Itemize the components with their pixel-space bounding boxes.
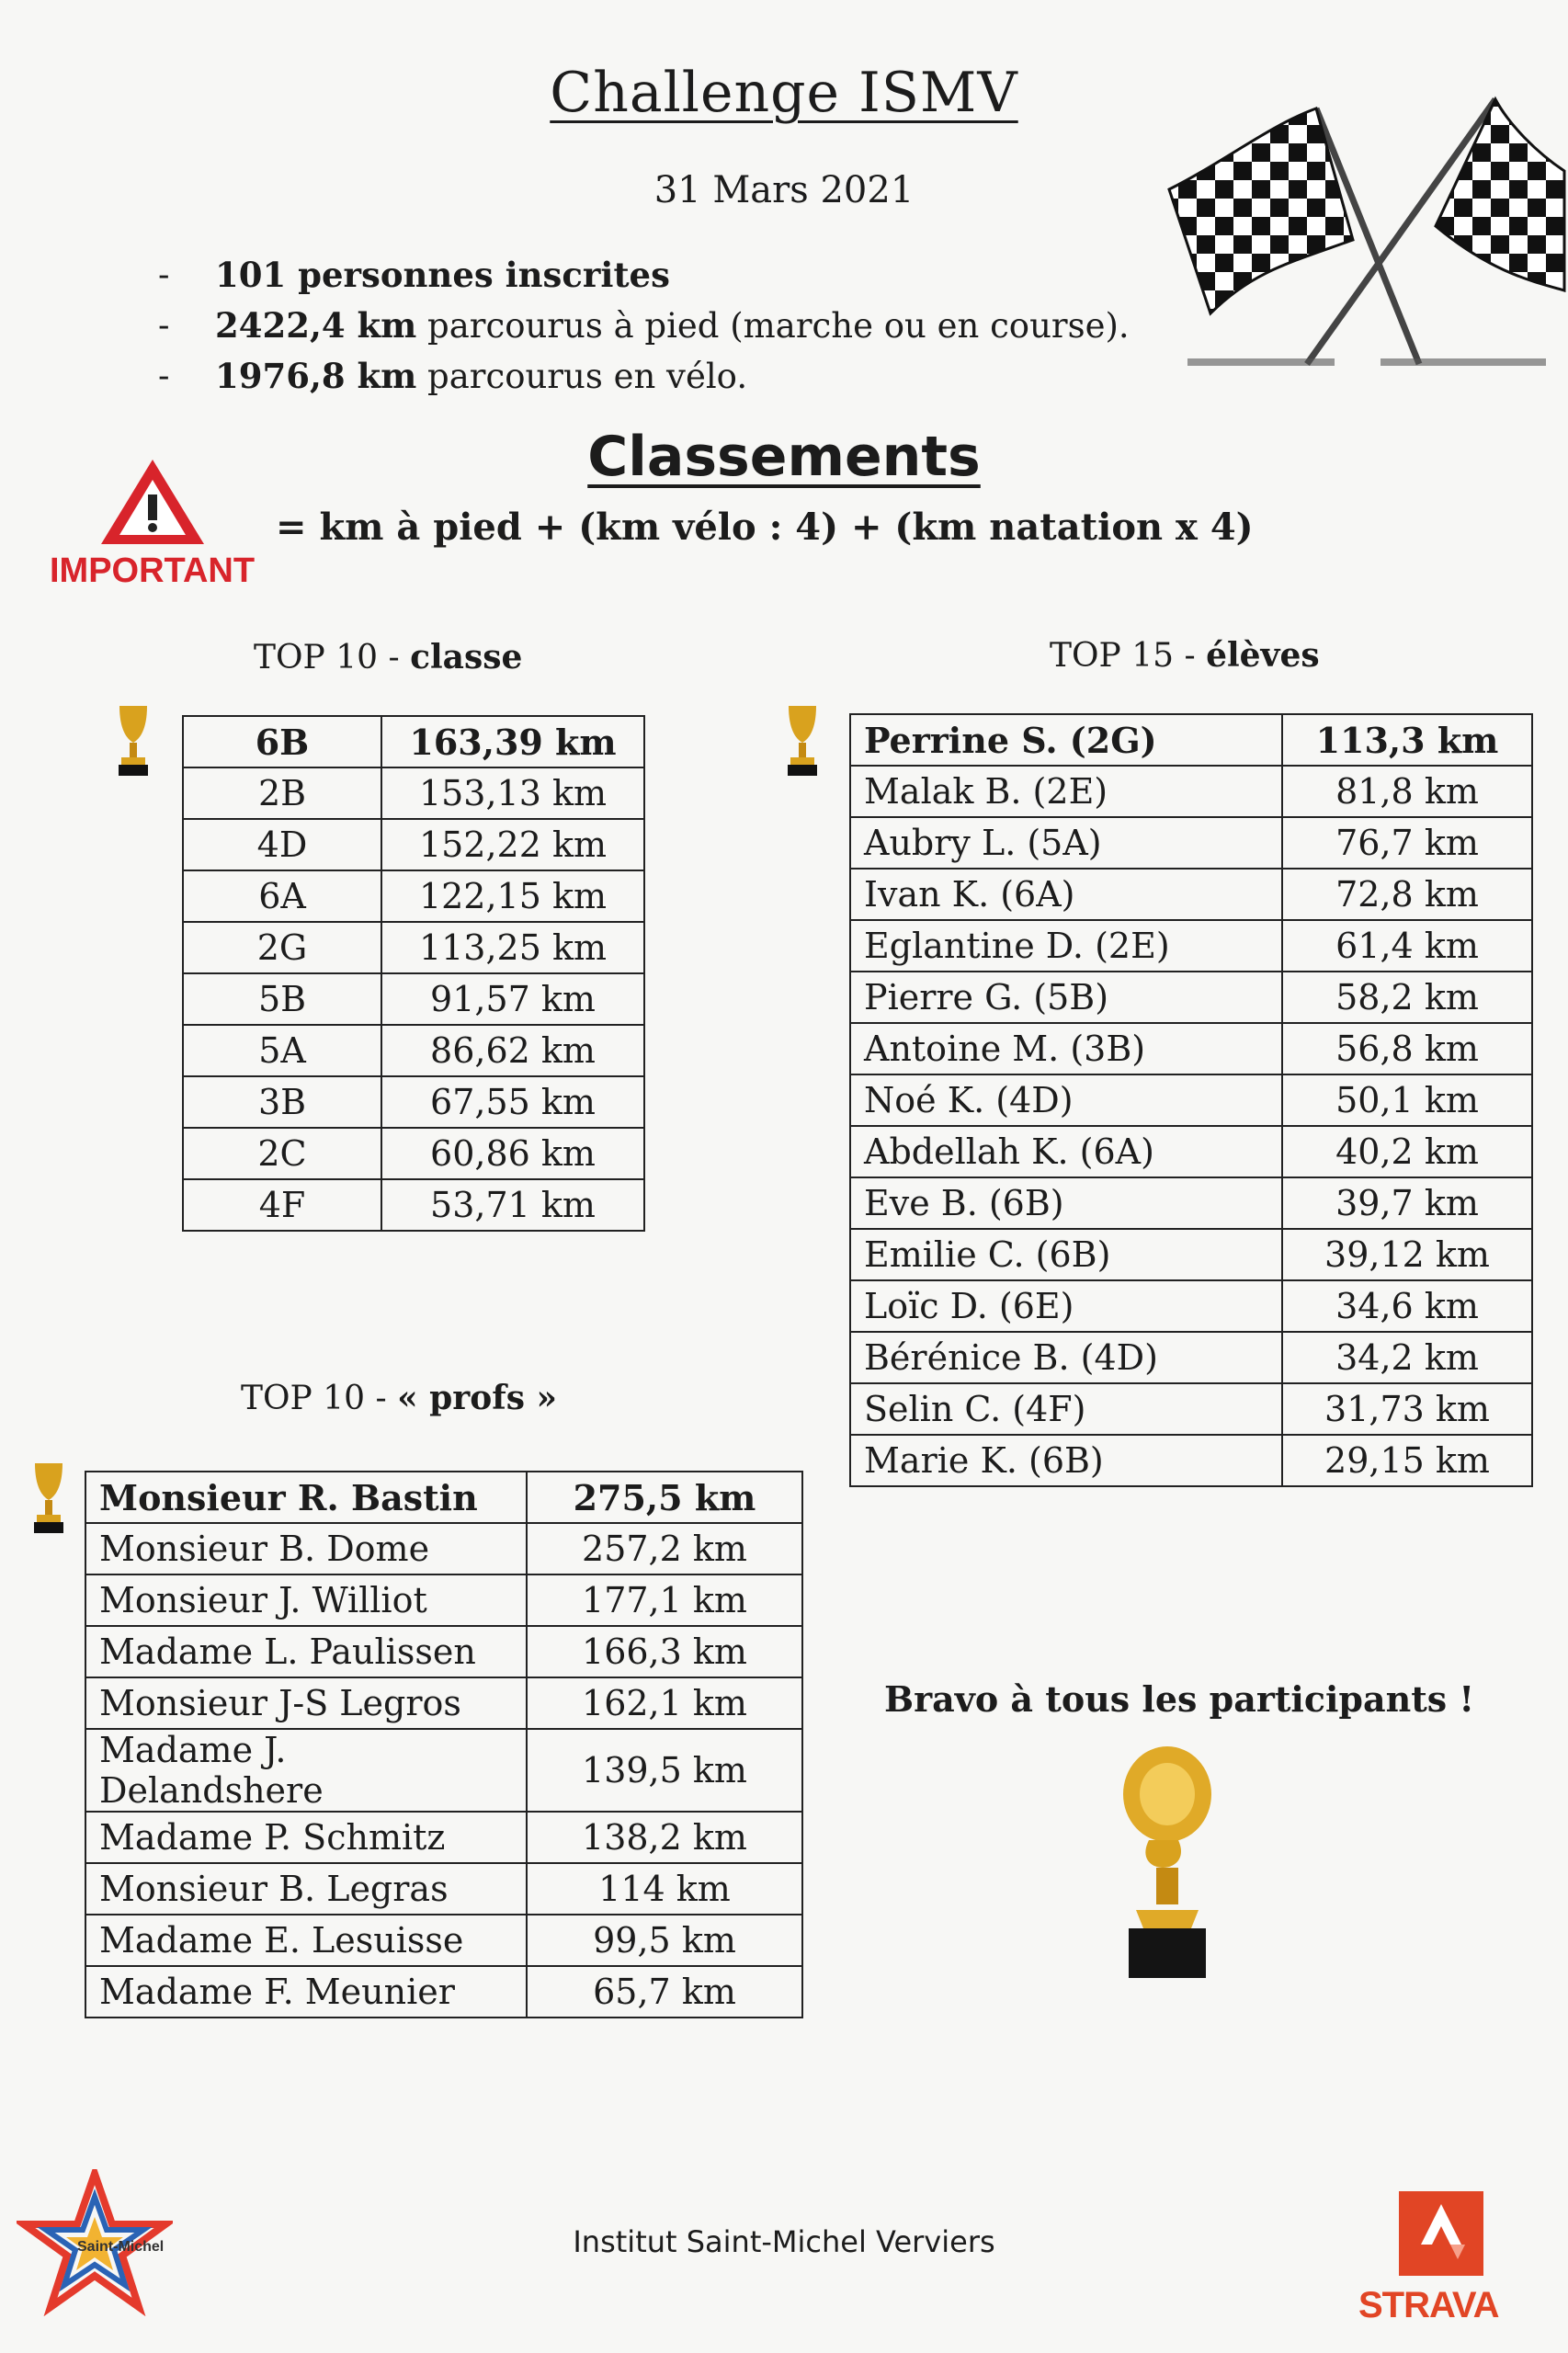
name-cell: Monsieur B. Legras (85, 1863, 527, 1915)
distance-cell: 166,3 km (527, 1626, 802, 1677)
table-row (183, 819, 644, 870)
name-cell: Antoine M. (3B) (850, 1023, 1282, 1074)
distance-cell: 99,5 km (527, 1915, 802, 1966)
distance-cell: 40,2 km (1282, 1126, 1532, 1177)
name-cell: 6B (183, 716, 381, 767)
table-row (85, 1523, 802, 1574)
table-row (850, 1126, 1532, 1177)
table-row (85, 1915, 802, 1966)
stats-list (158, 250, 1130, 402)
stats-item: - 1976,8 km parcourus en vélo. (158, 356, 748, 396)
important-label: IMPORTANT (50, 551, 256, 590)
trophy-icon (29, 1460, 68, 1535)
table-row (850, 1332, 1532, 1383)
distance-cell: 76,7 km (1282, 817, 1532, 869)
distance-cell: 114 km (527, 1863, 802, 1915)
name-cell: Bérénice B. (4D) (850, 1332, 1282, 1383)
name-cell: Madame E. Lesuisse (85, 1915, 527, 1966)
table-row (850, 920, 1532, 972)
distance-cell: 39,7 km (1282, 1177, 1532, 1229)
name-cell: Ivan K. (6A) (850, 869, 1282, 920)
table-row (183, 922, 644, 973)
name-cell: Madame J. Delandshere (85, 1729, 527, 1812)
trophy-icon (114, 702, 153, 778)
table-row (850, 1229, 1532, 1280)
distance-cell: 72,8 km (1282, 869, 1532, 920)
name-cell: Abdellah K. (6A) (850, 1126, 1282, 1177)
distance-cell: 138,2 km (527, 1812, 802, 1863)
distance-cell: 53,71 km (381, 1179, 644, 1231)
warning-triangle-icon (96, 454, 210, 550)
table-row (850, 817, 1532, 869)
distance-cell: 113,25 km (381, 922, 644, 973)
name-cell: Emilie C. (6B) (850, 1229, 1282, 1280)
name-cell: Monsieur J. Williot (85, 1574, 527, 1626)
table-row (183, 1128, 644, 1179)
distance-cell: 152,22 km (381, 819, 644, 870)
name-cell: Eve B. (6B) (850, 1177, 1282, 1229)
table-row (850, 714, 1532, 766)
table-row (85, 1812, 802, 1863)
table-row (850, 972, 1532, 1023)
name-cell: Loïc D. (6E) (850, 1280, 1282, 1332)
distance-cell: 86,62 km (381, 1025, 644, 1076)
name-cell: Madame L. Paulissen (85, 1626, 527, 1677)
distance-cell: 163,39 km (381, 716, 644, 767)
distance-cell: 39,12 km (1282, 1229, 1532, 1280)
distance-cell: 34,2 km (1282, 1332, 1532, 1383)
distance-cell: 65,7 km (527, 1966, 802, 2018)
bravo-message: Bravo à tous les participants ! (884, 1678, 1475, 1720)
name-cell: 4D (183, 819, 381, 870)
table-row (850, 1177, 1532, 1229)
stats-item: - 2422,4 km parcourus à pied (marche ou en course). (158, 305, 1130, 346)
distance-cell: 60,86 km (381, 1128, 644, 1179)
page-title: Challenge ISMV (550, 61, 1018, 125)
name-cell: Malak B. (2E) (850, 766, 1282, 817)
name-cell: Eglantine D. (2E) (850, 920, 1282, 972)
distance-cell: 91,57 km (381, 973, 644, 1025)
table-row (850, 1383, 1532, 1435)
distance-cell: 67,55 km (381, 1076, 644, 1128)
table-row (850, 869, 1532, 920)
table-row (85, 1626, 802, 1677)
classements-heading: Classements (587, 425, 981, 489)
name-cell: 3B (183, 1076, 381, 1128)
table-row (850, 766, 1532, 817)
top-classe-title: TOP 10 - classe (254, 638, 523, 676)
name-cell: 4F (183, 1179, 381, 1231)
distance-cell: 139,5 km (527, 1729, 802, 1812)
stats-item: - 101 personnes inscrites (158, 255, 670, 295)
distance-cell: 257,2 km (527, 1523, 802, 1574)
name-cell: Noé K. (4D) (850, 1074, 1282, 1126)
trophy-icon (1112, 1739, 1222, 1987)
table-row (850, 1074, 1532, 1126)
table-row (85, 1729, 802, 1812)
distance-cell: 275,5 km (527, 1472, 802, 1523)
top-profs-title: TOP 10 - « profs » (241, 1379, 558, 1417)
institute-name: Institut Saint-Michel Verviers (573, 2224, 995, 2259)
name-cell: Perrine S. (2G) (850, 714, 1282, 766)
top-eleves-table (849, 713, 1533, 1487)
name-cell: 2G (183, 922, 381, 973)
distance-cell: 29,15 km (1282, 1435, 1532, 1486)
name-cell: Selin C. (4F) (850, 1383, 1282, 1435)
name-cell: Madame F. Meunier (85, 1966, 527, 2018)
name-cell: 2B (183, 767, 381, 819)
checkered-flags-icon (1160, 88, 1568, 382)
table-row (85, 1574, 802, 1626)
table-row (850, 1280, 1532, 1332)
table-row (183, 767, 644, 819)
name-cell: Monsieur R. Bastin (85, 1472, 527, 1523)
name-cell: Monsieur B. Dome (85, 1523, 527, 1574)
trophy-icon (783, 702, 822, 778)
distance-cell: 31,73 km (1282, 1383, 1532, 1435)
name-cell: Aubry L. (5A) (850, 817, 1282, 869)
distance-cell: 153,13 km (381, 767, 644, 819)
table-row (183, 716, 644, 767)
distance-cell: 56,8 km (1282, 1023, 1532, 1074)
school-logo-text: Saint-Michel (77, 2239, 165, 2255)
strava-wordmark: STRAVA (1358, 2285, 1499, 2325)
table-row (183, 1025, 644, 1076)
name-cell: Monsieur J-S Legros (85, 1677, 527, 1729)
table-row (183, 1076, 644, 1128)
distance-cell: 61,4 km (1282, 920, 1532, 972)
table-row (85, 1677, 802, 1729)
table-row (183, 1179, 644, 1231)
top-classe-table (182, 715, 645, 1232)
table-row (183, 973, 644, 1025)
top-eleves-title: TOP 15 - élèves (1050, 636, 1320, 675)
formula-text: = km à pied + (km vélo : 4) + (km natation x 4) (276, 506, 1254, 549)
name-cell: 2C (183, 1128, 381, 1179)
name-cell: Madame P. Schmitz (85, 1812, 527, 1863)
table-row (85, 1472, 802, 1523)
table-row (85, 1966, 802, 2018)
event-date: 31 Mars 2021 (653, 169, 915, 211)
distance-cell: 50,1 km (1282, 1074, 1532, 1126)
distance-cell: 177,1 km (527, 1574, 802, 1626)
distance-cell: 162,1 km (527, 1677, 802, 1729)
distance-cell: 113,3 km (1282, 714, 1532, 766)
name-cell: 5B (183, 973, 381, 1025)
table-row (850, 1435, 1532, 1486)
distance-cell: 58,2 km (1282, 972, 1532, 1023)
strava-logo-icon (1399, 2191, 1483, 2276)
name-cell: Pierre G. (5B) (850, 972, 1282, 1023)
name-cell: 6A (183, 870, 381, 922)
table-row (85, 1863, 802, 1915)
top-profs-table (85, 1471, 803, 2018)
name-cell: Marie K. (6B) (850, 1435, 1282, 1486)
table-row (850, 1023, 1532, 1074)
distance-cell: 34,6 km (1282, 1280, 1532, 1332)
name-cell: 5A (183, 1025, 381, 1076)
table-row (183, 870, 644, 922)
distance-cell: 81,8 km (1282, 766, 1532, 817)
distance-cell: 122,15 km (381, 870, 644, 922)
